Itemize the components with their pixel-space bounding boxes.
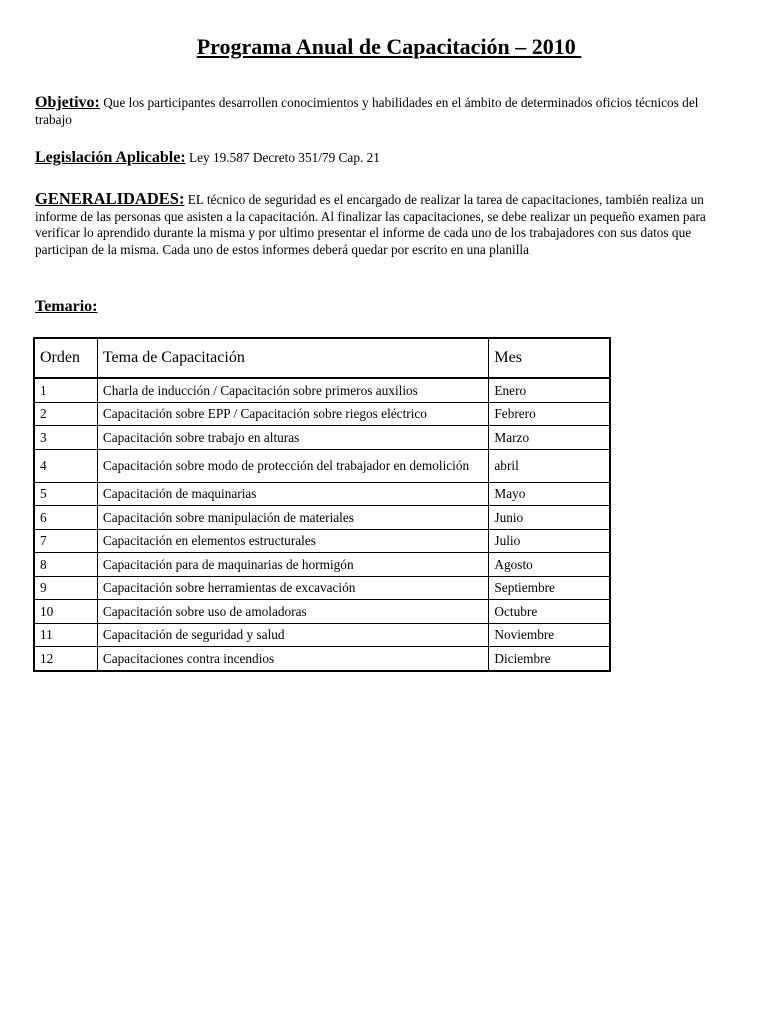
- cell-orden: 11: [34, 623, 97, 647]
- table-row: [34, 529, 610, 553]
- cell-mes: Marzo: [489, 426, 610, 450]
- cell-orden: 9: [34, 576, 97, 600]
- cell-orden: 6: [34, 506, 97, 530]
- cell-mes: Enero: [489, 378, 610, 402]
- temario-section: [35, 299, 735, 316]
- table-row: [34, 600, 610, 624]
- header-mes: Mes: [489, 338, 610, 378]
- cell-tema: Capacitación sobre modo de protección del trabajador en demolición: [97, 449, 489, 482]
- cell-mes: Febrero: [489, 402, 610, 426]
- cell-mes: Mayo: [489, 482, 610, 506]
- cell-orden: 7: [34, 529, 97, 553]
- cell-tema: Capacitación para de maquinarias de hormigón: [97, 553, 489, 577]
- generalidades-section: [35, 191, 735, 258]
- cell-orden: 10: [34, 600, 97, 624]
- temario-table: [33, 337, 611, 672]
- objetivo-text: Que los participantes desarrollen conocimientos y habilidades en el ámbito de determinados oficios técnicos del trabajo: [35, 95, 699, 127]
- legislacion-text: Ley 19.587 Decreto 351/79 Cap. 21: [189, 150, 380, 165]
- cell-orden: 1: [34, 378, 97, 402]
- table-row: [34, 506, 610, 530]
- table-row: [34, 378, 610, 402]
- cell-tema: Capacitación sobre herramientas de excavación: [97, 576, 489, 600]
- cell-orden: 3: [34, 426, 97, 450]
- generalidades-label: GENERALIDADES:: [35, 189, 185, 208]
- cell-tema: Capacitación sobre EPP / Capacitación sobre riegos eléctrico: [97, 402, 489, 426]
- cell-mes: Diciembre: [489, 647, 610, 671]
- header-orden: Orden: [34, 338, 97, 378]
- objetivo-label: Objetivo:: [35, 94, 100, 111]
- table-row: [34, 647, 610, 671]
- legislacion-label: Legislación Aplicable:: [35, 149, 186, 166]
- cell-mes: Septiembre: [489, 576, 610, 600]
- cell-tema: Capacitación de maquinarias: [97, 482, 489, 506]
- cell-tema: Capacitaciones contra incendios: [97, 647, 489, 671]
- cell-orden: 5: [34, 482, 97, 506]
- cell-orden: 4: [34, 449, 97, 482]
- generalidades-text: EL técnico de seguridad es el encargado de realizar la tarea de capacitaciones, también realiza un informe de las personas que asisten a la capacitación. Al finalizar las capacitaciones, se debe realizar un pequeño examen para verificar lo aprendido durante la misma y por ultimo presentar el informe de cada uno de los trabajadores con sus datos que participan de la misma. Cada uno de estos informes deberá quedar por escrito en una planilla: [35, 192, 706, 257]
- cell-mes: Octubre: [489, 600, 610, 624]
- document-title: Programa Anual de Capacitación – 2010: [196, 34, 582, 59]
- cell-tema: Capacitación sobre uso de amoladoras: [97, 600, 489, 624]
- temario-label: Temario:: [35, 298, 98, 315]
- table-row: [34, 482, 610, 506]
- table-row: [34, 426, 610, 450]
- table-row: [34, 623, 610, 647]
- cell-tema: Capacitación sobre manipulación de materiales: [97, 506, 489, 530]
- table-row: [34, 576, 610, 600]
- cell-orden: 2: [34, 402, 97, 426]
- cell-orden: 12: [34, 647, 97, 671]
- cell-tema: Capacitación sobre trabajo en alturas: [97, 426, 489, 450]
- table-row: [34, 449, 610, 482]
- table-row: [34, 402, 610, 426]
- cell-mes: Noviembre: [489, 623, 610, 647]
- table-row: [34, 553, 610, 577]
- cell-mes: abril: [489, 449, 610, 482]
- objetivo-section: [35, 95, 735, 128]
- cell-tema: Capacitación de seguridad y salud: [97, 623, 489, 647]
- legislacion-section: [35, 150, 735, 167]
- cell-mes: Agosto: [489, 553, 610, 577]
- cell-mes: Junio: [489, 506, 610, 530]
- cell-tema: Charla de inducción / Capacitación sobre primeros auxilios: [97, 378, 489, 402]
- cell-mes: Julio: [489, 529, 610, 553]
- header-tema: Tema de Capacitación: [97, 338, 489, 378]
- cell-orden: 8: [34, 553, 97, 577]
- table-header-row: [34, 338, 610, 378]
- cell-tema: Capacitación en elementos estructurales: [97, 529, 489, 553]
